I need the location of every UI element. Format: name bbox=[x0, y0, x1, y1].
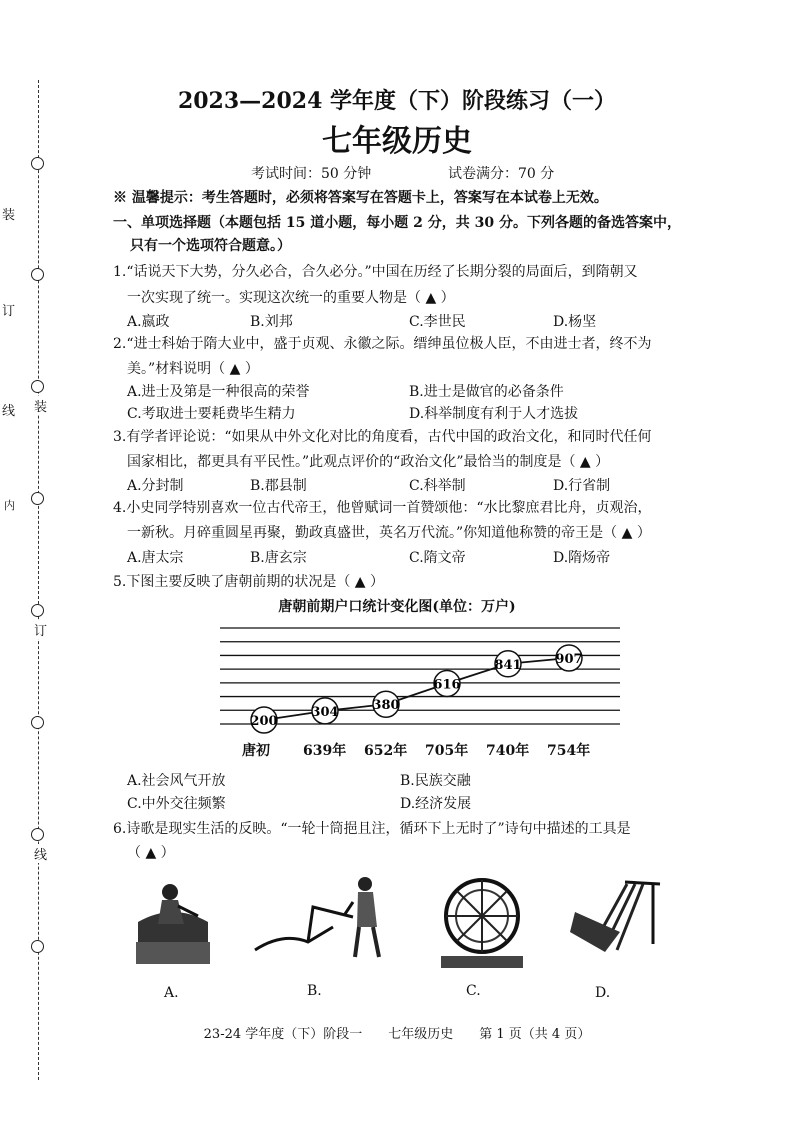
binding-char: 线 bbox=[2, 404, 16, 419]
option: A.嬴政 bbox=[127, 314, 170, 330]
option: A.分封制 bbox=[127, 478, 184, 494]
exam-title: 2023—2024 学年度（下）阶段练习（一） bbox=[177, 88, 617, 114]
x-tick-label: 唐初 bbox=[242, 743, 270, 759]
option: B.郡县制 bbox=[250, 478, 307, 494]
binding-char: 线 bbox=[34, 844, 47, 863]
question-text: 6.诗歌是现实生活的反映。“一轮十筒挹且注，循环下上无时了”诗句中描述的工具是 bbox=[113, 821, 631, 837]
binding-char: 内 bbox=[4, 499, 15, 512]
binding-hole bbox=[31, 492, 44, 505]
chart-series bbox=[250, 645, 582, 733]
binding-char: 订 bbox=[34, 620, 47, 639]
binding-line bbox=[38, 80, 39, 1080]
question-text: 4.小史同学特别喜欢一位古代帝王，他曾赋词一首赞颂他：“水比黎庶君比舟，贞观治， bbox=[113, 500, 652, 516]
chart-x-labels bbox=[220, 742, 620, 762]
data-label: 200 bbox=[250, 714, 278, 729]
subject-title: 七年级历史 bbox=[322, 124, 472, 159]
data-label: 907 bbox=[555, 652, 583, 667]
page-footer: 23-24 学年度（下）阶段一 七年级历史 第 1 页（共 4 页） bbox=[203, 1027, 591, 1042]
question-text: 5.下图主要反映了唐朝前期的状况是（ ▲ ） bbox=[113, 574, 385, 590]
section-heading: 一、单项选择题（本题包括 15 道小题，每小题 2 分，共 30 分。下列各题的备选答案中， bbox=[113, 215, 681, 231]
question-text: 一新秋。月碎重圆星再聚，勤政真盛世，英名万代流。”你知道他称赞的帝王是（ ▲ ） bbox=[127, 525, 651, 541]
x-tick-label: 639年 bbox=[303, 743, 347, 759]
data-label: 841 bbox=[494, 657, 522, 673]
option: C.李世民 bbox=[409, 314, 466, 330]
binding-hole bbox=[31, 940, 44, 953]
question-text: 美。”材料说明（ ▲ ） bbox=[127, 361, 259, 377]
x-tick-label: 754年 bbox=[547, 743, 591, 759]
option: A.社会风气开放 bbox=[127, 773, 226, 789]
option: D.行省制 bbox=[553, 478, 611, 494]
binding-hole bbox=[31, 380, 44, 393]
binding-hole bbox=[31, 828, 44, 841]
data-label: 304 bbox=[311, 704, 339, 720]
option: B.民族交融 bbox=[400, 773, 471, 789]
option: B.刘邦 bbox=[250, 314, 293, 330]
question-text: （ ▲ ） bbox=[127, 845, 175, 861]
question-text: 3.有学者评论说：“如果从中外文化对比的角度看，古代中国的政治文化，和同时代任何 bbox=[113, 429, 652, 445]
chart-grid bbox=[220, 628, 620, 724]
data-label: 616 bbox=[433, 677, 461, 693]
binding-char: 订 bbox=[2, 304, 16, 319]
image-label: B. bbox=[307, 983, 322, 999]
question-text: 国家相比，都更具有平民性。”此观点评价的“政治文化”最恰当的制度是（ ▲ ） bbox=[127, 454, 610, 470]
chart-title: 唐朝前期户口统计变化图(单位：万户) bbox=[278, 599, 516, 615]
exam-score: 试卷满分：70 分 bbox=[448, 166, 555, 182]
option: B.唐玄宗 bbox=[250, 550, 307, 566]
binding-hole bbox=[31, 268, 44, 281]
section-heading: 只有一个选项符合题意。） bbox=[130, 238, 291, 254]
binding-hole bbox=[31, 716, 44, 729]
option: D.杨坚 bbox=[553, 314, 597, 330]
option: C.隋文帝 bbox=[409, 550, 466, 566]
waterwheel-tool-icon bbox=[439, 872, 525, 970]
option: D.科举制度有利于人才选拔 bbox=[409, 406, 579, 422]
option: A.进士及第是一种很高的荣誉 bbox=[127, 384, 310, 400]
image-label: C. bbox=[466, 983, 481, 999]
x-tick-label: 740年 bbox=[486, 743, 530, 759]
data-label: 380 bbox=[372, 698, 400, 714]
question-text: 一次实现了统一。实现这次统一的重要人物是（ ▲ ） bbox=[127, 290, 455, 306]
x-tick-label: 705年 bbox=[425, 743, 469, 759]
option: C.科举制 bbox=[409, 478, 466, 494]
option: B.进士是做官的必备条件 bbox=[409, 384, 564, 400]
bellows-tool-icon bbox=[128, 872, 218, 972]
image-label: A. bbox=[164, 985, 179, 1001]
binding-char: 装 bbox=[34, 396, 47, 415]
option: C.考取进士要耗费毕生精力 bbox=[127, 406, 296, 422]
x-tick-label: 652年 bbox=[364, 743, 408, 759]
question-text: 2.“进士科始于隋大业中，盛于贞观、永徽之际。缙绅虽位极人臣，不由进士者，终不为 bbox=[113, 336, 652, 352]
option: C.中外交往频繁 bbox=[127, 796, 226, 812]
option: D.隋炀帝 bbox=[553, 550, 611, 566]
binding-char: 装 bbox=[2, 208, 16, 223]
exam-time: 考试时间：50 分钟 bbox=[251, 166, 372, 182]
plough-tool-icon bbox=[253, 872, 403, 962]
question-text: 1.“话说天下大势，分久必合，合久必分。”中国在历经了长期分裂的局面后，到隋朝又 bbox=[113, 264, 638, 280]
image-label: D. bbox=[595, 985, 611, 1001]
harrow-tool-icon bbox=[565, 872, 665, 962]
warm-tip: ※ 温馨提示：考生答题时，必须将答案写在答题卡上，答案写在本试卷上无效。 bbox=[113, 190, 608, 206]
option: D.经济发展 bbox=[400, 796, 472, 812]
option: A.唐太宗 bbox=[127, 550, 184, 566]
